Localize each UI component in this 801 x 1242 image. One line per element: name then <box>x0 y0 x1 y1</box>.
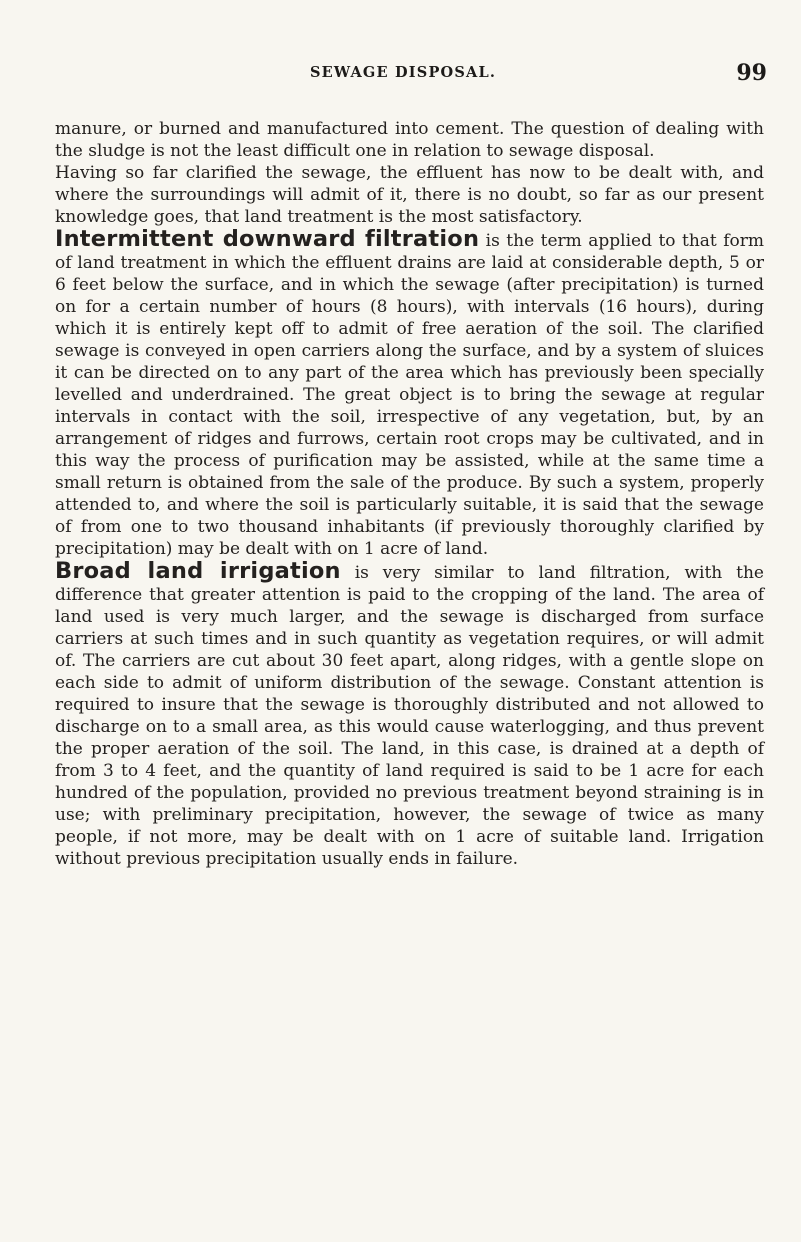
running-head <box>52 60 767 88</box>
paragraph-text: is the term applied to that form of land treatment in which the effluent drains are laid at considerable depth, 5 or 6 feet below the surface, and in which the sewage (after precipitation) is turned on for a certain number of hours (8 hours), with intervals (16 hours), during which it is entirely kept off to admit of free aeration of the soil. The clarified sewage is conveyed in open carriers along the surface, and by a system of sluices it can be directed on to any part of the area which has previously been specially levelled and underdrained. The great object is to bring the sewage at regular intervals in contact with the soil, irrespective of any vegetation, but, by an arrangement of ridges and furrows, certain root crops may be cultivated, and in this way the process of purification may be assisted, while at the same time a small return is obtained from the sale of the produce. By such a system, properly attended to, and where the soil is particularly suitable, it is said that the sewage of from one to two thousand inhabitants (if previously thoroughly clarified by precipitation) may be dealt with on 1 acre of land. <box>55 231 764 559</box>
paragraph-continuation: manure, or burned and manufactured into cement. The question of dealing with the sludge is not the least difficult one in relation to sewage disposal. <box>55 119 764 161</box>
sidehead-broad-irrigation: Broad land irrigation <box>55 558 341 584</box>
sidehead-intermittent-filtration: Intermittent downward filtration <box>55 226 480 252</box>
paragraph-text: Having so far clarified the sewage, the effluent has now to be dealt with, and where the surroundings will admit of it, there is no doubt, so far as our present knowledge goes, that land treatment is the most satisfactory. <box>55 163 764 227</box>
page-number: 99 <box>736 60 767 86</box>
running-title: SEWAGE DISPOSAL. <box>310 64 497 81</box>
paragraph-land-treatment <box>55 162 764 228</box>
paragraph-broad-irrigation <box>55 560 764 870</box>
body-text <box>55 118 764 870</box>
paragraph-text: is very similar to land filtration, with the difference that greater attention is paid to the cropping of the land. The area of land used is very much larger, and the sewage is discharged from surface carriers at such times and in such quantity as vegetation requires, or will admit of. The carriers are cut about 30 feet apart, along ridges, with a gentle slope on each side to admit of uniform distribution of the sewage. Constant attention is required to insure that the sewage is thoroughly distributed and not allowed to discharge on to a small area, as this would cause waterlogging, and thus prevent the proper aeration of the soil. The land, in this case, is drained at a depth of from 3 to 4 feet, and the quantity of land required is said to be 1 acre for each hundred of the population, provided no previous treatment beyond straining is in use; with preliminary precipitation, however, the sewage of twice as many people, if not more, may be dealt with on 1 acre of suitable land. Irrigation without previous precipitation usually ends in failure. <box>55 563 764 869</box>
paragraph-intermittent-filtration <box>55 228 764 560</box>
